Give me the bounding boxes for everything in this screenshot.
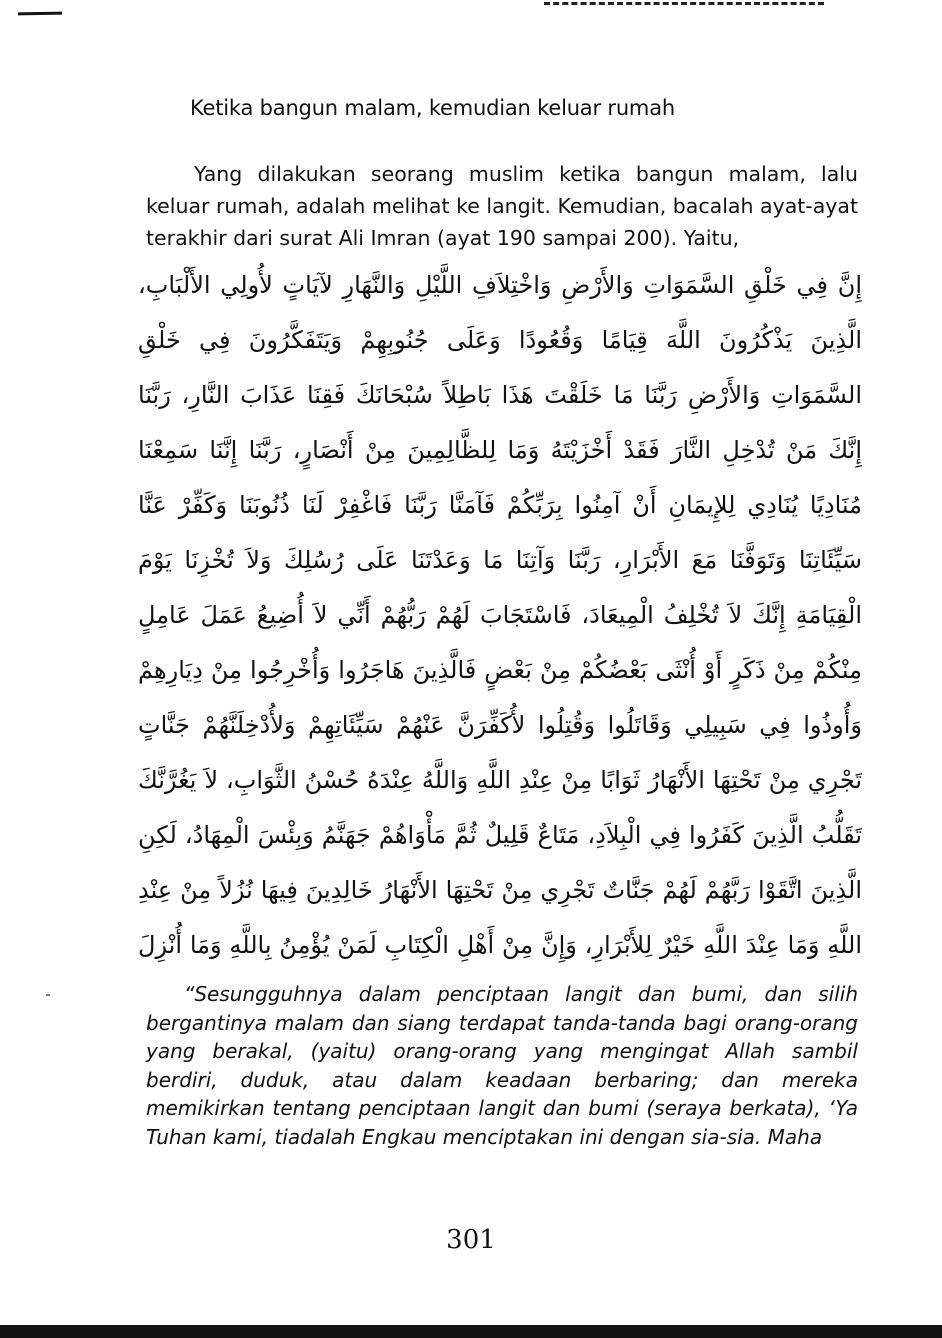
section-heading: Ketika bangun malam, kemudian keluar rumah — [190, 96, 675, 120]
corner-mark — [18, 12, 62, 16]
bottom-edge-rule — [0, 1325, 942, 1338]
page-number: 301 — [446, 1225, 496, 1255]
arabic-verses: إِنَّ فِي خَلْقِ السَّمَوَاتِ وَالأَرْضِ وَاخْتِلاَفِ اللَّيْلِ وَالنَّهَارِ لآيَاتٍ لأُولِي الأَلْبَابِ، الَّذِينَ يَذْكُرُونَ اللَّهَ قِيَامًا وَقُعُودًا وَعَلَى جُنُوبِهِمْ وَيَتَفَكَّرُونَ فِي خَلْقِ السَّمَوَاتِ وَالأَرْضِ رَبَّنَا مَا خَلَقْتَ هَذَا بَاطِلاً سُبْحَانَكَ فَقِنَا عَذَابَ النَّارِ، رَبَّنَا إِنَّكَ مَنْ تُدْخِلِ النَّارَ فَقَدْ أَخْزَيْتَهُ وَمَا لِلظَّالِمِينَ مِنْ أَنْصَارٍ، رَبَّنَا إِنَّنَا سَمِعْنَا مُنَادِيًا يُنَادِي لِلإِيمَانِ أَنْ آمِنُوا بِرَبِّكُمْ فَآمَنَّا رَبَّنَا فَاغْفِرْ لَنَا ذُنُوبَنَا وَكَفِّرْ عَنَّا سَيِّئَاتِنَا وَتَوَفَّنَا مَعَ الأَبْرَارِ، رَبَّنَا وَآتِنَا مَا وَعَدْتَنَا عَلَى رُسُلِكَ وَلاَ تُخْزِنَا يَوْمَ الْقِيَامَةِ إِنَّكَ لاَ تُخْلِفُ الْمِيعَادَ، فَاسْتَجَابَ لَهُمْ رَبُّهُمْ أَنِّي لاَ أُضِيعُ عَمَلَ عَامِلٍ مِنْكُمْ مِنْ ذَكَرٍ أَوْ أُنْثَى بَعْضُكُمْ مِنْ بَعْضٍ فَالَّذِينَ هَاجَرُوا وَأُخْرِجُوا مِنْ دِيَارِهِمْ وَأُوذُوا فِي سَبِيلِي وَقَاتَلُوا وَقُتِلُوا لأُكَفِّرَنَّ عَنْهُمْ سَيِّئَاتِهِمْ وَلأُدْخِلَنَّهُمْ جَنَّاتٍ تَجْرِي مِنْ تَحْتِهَا الأَنْهَارُ ثَوَابًا مِنْ عِنْدِ اللَّهِ وَاللَّهُ عِنْدَهُ حُسْنُ الثَّوَابِ، لاَ يَغُرَّنَّكَ تَقَلُّبُ الَّذِينَ كَفَرُوا فِي الْبِلاَدِ، مَتَاعٌ قَلِيلٌ ثُمَّ مَأْوَاهُمْ جَهَنَّمُ وَبِئْسَ الْمِهَادُ، لَكِنِ الَّذِينَ اتَّقَوْا رَبَّهُمْ لَهُمْ جَنَّاتٌ تَجْرِي مِنْ تَحْتِهَا الأَنْهَارُ خَالِدِينَ فِيهَا نُزُلاً مِنْ عِنْدِ اللَّهِ وَمَا عِنْدَ اللَّهِ خَيْرٌ لِلأَبْرَارِ، وَإِنَّ مِنْ أَهْلِ الْكِتَابِ لَمَنْ يُؤْمِنُ بِاللَّهِ وَمَا أُنْزِلَ — [138, 271, 862, 959]
translation-paragraph: “Sesungguhnya dalam penciptaan langit dan bumi, dan silih bergantinya malam dan siang terdapat tanda-tanda bagi orang-orang yang berakal, (yaitu) orang-orang yang mengingat Allah sambil berdiri, duduk, atau dalam keadaan berbaring; dan mereka memikirkan tentang penciptaan langit dan bumi (seraya berkata), ‘Ya Tuhan kami, tiadalah Engkau menciptakan ini dengan sia-sia. Maha — [146, 982, 858, 1149]
top-dashed-mark — [544, 2, 824, 5]
intro-paragraph: Yang dilakukan seorang muslim ketika bangun malam, lalu keluar rumah, adalah melihat ke langit. Kemudian, bacalah ayat-ayat terakhir dari surat Ali Imran (ayat 190 sampai 200). Yaitu, — [146, 162, 858, 250]
margin-speck — [46, 994, 50, 996]
